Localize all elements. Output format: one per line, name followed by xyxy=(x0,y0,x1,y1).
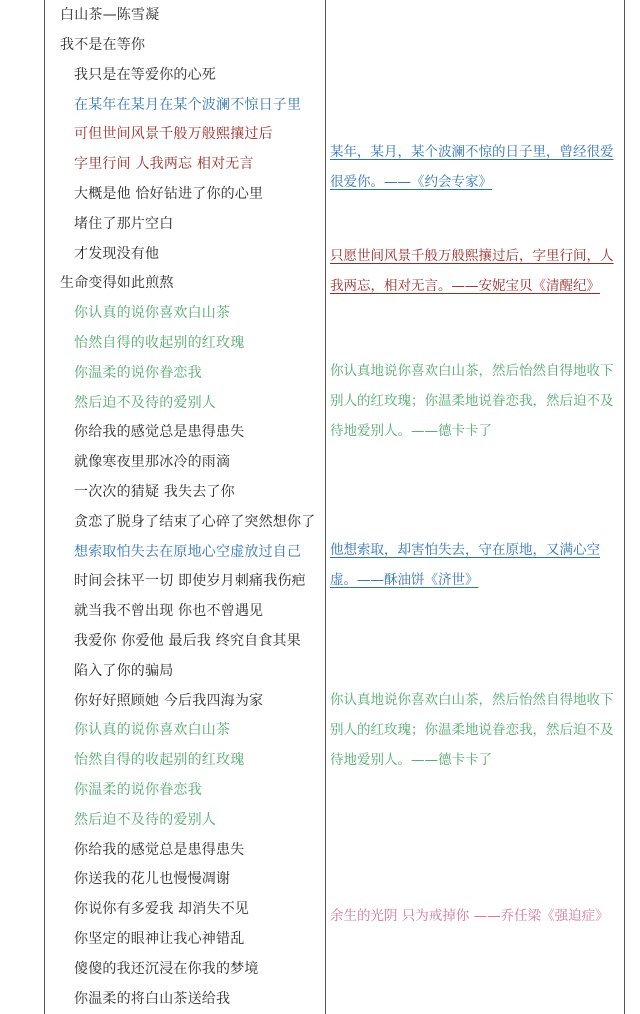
lyric-line: 你给我的感觉总是患得患失 xyxy=(74,842,245,858)
annotation-note xyxy=(330,535,620,595)
lyric-line: 贪恋了脱身了结束了心碎了突然想你了 xyxy=(74,514,316,530)
lyric-line: 在某年在某月在某个波澜不惊日子里 xyxy=(74,97,302,113)
lyric-line: 字里行间 人我两忘 相对无言 xyxy=(74,156,254,172)
annotation-note xyxy=(330,356,620,446)
lyric-line: 你温柔的说你眷恋我 xyxy=(74,782,202,798)
song-title: 白山茶—陈雪凝 xyxy=(60,7,160,23)
lyric-line: 你送我的花儿也慢慢凋谢 xyxy=(74,871,231,887)
table-border-right xyxy=(624,0,625,1014)
annotation-note xyxy=(330,241,620,301)
lyric-line: 怡然自得的收起别的红玫瑰 xyxy=(74,752,245,768)
lyric-line: 然后迫不及待的爱别人 xyxy=(74,395,216,411)
lyric-line: 我爱你 你爱他 最后我 终究自食其果 xyxy=(74,633,301,649)
lyric-line: 堵住了那片空白 xyxy=(74,216,174,232)
table-border-middle xyxy=(325,0,326,1014)
annotation-note xyxy=(330,137,620,197)
lyric-line: 想索取怕失去在原地心空虚放过自己 xyxy=(74,544,302,560)
lyric-line: 就像寒夜里那冰冷的雨滴 xyxy=(74,454,231,470)
lyric-line: 可但世间风景千般万般熙攘过后 xyxy=(74,126,273,142)
annotation-note xyxy=(330,685,620,775)
lyric-line: 你好好照顾她 今后我四海为家 xyxy=(74,693,264,709)
lyric-line: 我不是在等你 xyxy=(60,37,146,53)
lyric-line: 大概是他 恰好钻进了你的心里 xyxy=(74,186,264,202)
lyric-line: 一次次的猜疑 我失去了你 xyxy=(74,484,235,500)
lyric-line: 然后迫不及待的爱别人 xyxy=(74,812,216,828)
annotation-text: 你认真地说你喜欢白山茶，然后怡然自得地收下别人的红玫瑰；你温柔地说眷恋我，然后迫不及待地爱别人。——德卡卡了 xyxy=(330,692,614,768)
lyric-line: 你坚定的眼神让我心神错乱 xyxy=(74,931,245,947)
lyric-line: 就当我不曾出现 你也不曾遇见 xyxy=(74,603,264,619)
lyric-line: 我只是在等爱你的心死 xyxy=(74,67,216,83)
lyric-line: 陷入了你的骗局 xyxy=(74,663,174,679)
annotation-text: 某年，某月，某个波澜不惊的日子里，曾经很爱很爱你。——《约会专家》 xyxy=(330,144,614,190)
lyric-line: 傻傻的我还沉浸在你我的梦境 xyxy=(74,961,259,977)
lyric-line: 才发现没有他 xyxy=(74,246,160,262)
annotation-text: 你认真地说你喜欢白山茶，然后怡然自得地收下别人的红玫瑰；你温柔地说眷恋我，然后迫不及待地爱别人。——德卡卡了 xyxy=(330,363,614,439)
annotation-text: 他想索取，却害怕失去，守在原地，又满心空虚。——酥油饼《济世》 xyxy=(330,542,600,588)
annotation-note xyxy=(330,901,620,931)
lyric-line: 生命变得如此煎熬 xyxy=(60,275,174,291)
lyric-line: 你认真的说你喜欢白山茶 xyxy=(74,305,231,321)
annotation-text: 只愿世间风景千般万般熙攘过后，字里行间，人我两忘，相对无言。——安妮宝贝《清醒纪》 xyxy=(330,248,614,294)
lyric-line: 你认真的说你喜欢白山茶 xyxy=(74,722,231,738)
lyric-line: 时间会抹平一切 即使岁月刺痛我伤疤 xyxy=(74,573,306,589)
lyric-line: 你温柔的说你眷恋我 xyxy=(74,365,202,381)
lyric-line: 你说你有多爱我 却消失不见 xyxy=(74,901,250,917)
table-border-left xyxy=(44,0,45,1014)
annotation-text: 余生的光阴 只为戒掉你 ——乔任梁《强迫症》 xyxy=(330,908,609,924)
lyric-line: 你温柔的将白山茶送给我 xyxy=(74,991,231,1007)
lyric-line: 你给我的感觉总是患得患失 xyxy=(74,424,245,440)
lyric-line: 怡然自得的收起别的红玫瑰 xyxy=(74,335,245,351)
